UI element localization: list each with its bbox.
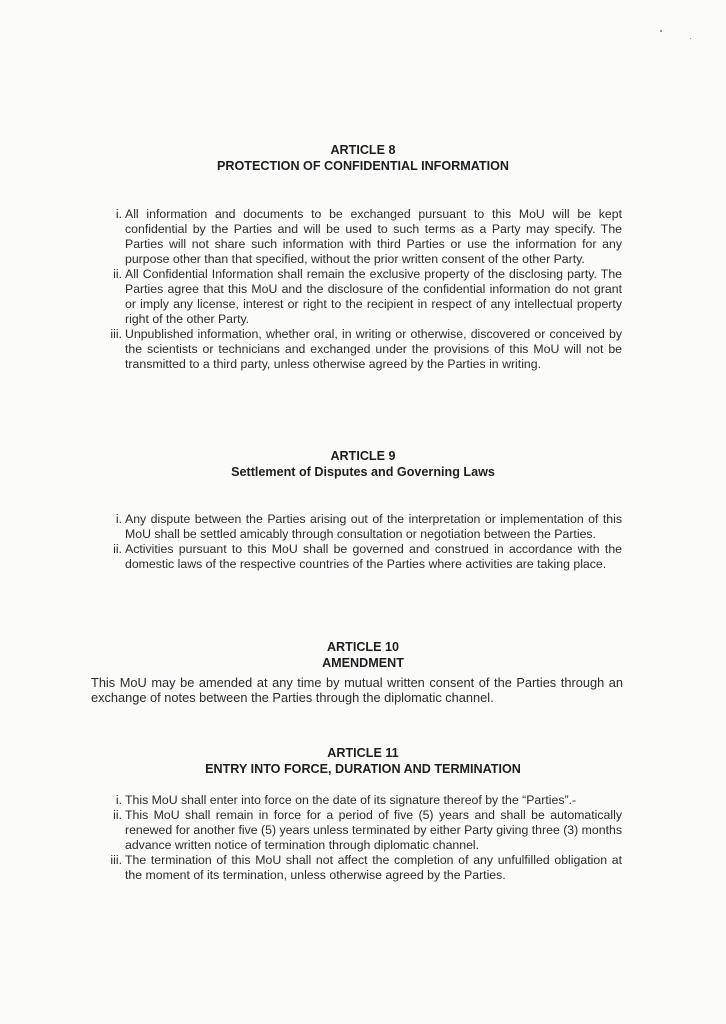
clause-number: ii. xyxy=(113,808,122,822)
article-number: ARTICLE 9 xyxy=(330,449,396,463)
article-9-clauses xyxy=(104,512,622,572)
clause-number: iii. xyxy=(110,327,122,341)
clause-item xyxy=(104,793,622,808)
clause-item xyxy=(104,267,622,327)
article-title: Settlement of Disputes and Governing Laws xyxy=(231,465,495,479)
clause-text: All Confidential Information shall remain the exclusive property of the disclosing party. The Parties agree that this MoU and the disclosure of the confidential information do not grant or imply any license, interest or right to the recipient in respect of any intellectual property right of the other Party. xyxy=(125,267,622,326)
clause-item xyxy=(104,327,622,372)
clause-number: i. xyxy=(115,793,122,807)
article-11-heading xyxy=(0,745,726,777)
clause-text: This MoU shall remain in force for a period of five (5) years and shall be automatically renewed for another five (5) years unless terminated by either Party giving three (3) months advance written notice of termination through diplomatic channel. xyxy=(125,808,622,852)
article-number: ARTICLE 11 xyxy=(327,746,399,760)
clause-text: The termination of this MoU shall not affect the completion of any unfulfilled obligation at the moment of its termination, unless otherwise agreed by the Parties. xyxy=(125,853,622,882)
article-11-clauses xyxy=(104,793,622,883)
clause-text: This MoU shall enter into force on the date of its signature thereof by the “Parties”.- xyxy=(125,793,577,807)
article-title: AMENDMENT xyxy=(322,656,404,670)
clause-number: i. xyxy=(115,207,122,221)
clause-item xyxy=(104,542,622,572)
clause-number: ii. xyxy=(113,267,122,281)
article-number: ARTICLE 10 xyxy=(326,640,400,654)
article-10-paragraph: This MoU may be amended at any time by mutual written consent of the Parties through an exchange of notes between the Parties through the diplomatic channel. xyxy=(91,675,623,705)
article-title: ENTRY INTO FORCE, DURATION AND TERMINATION xyxy=(205,762,521,776)
article-number: ARTICLE 8 xyxy=(330,143,396,157)
article-10-heading xyxy=(0,639,726,671)
scan-speck xyxy=(660,30,662,32)
clause-item xyxy=(104,207,622,267)
article-9-heading xyxy=(0,448,726,480)
article-8-clauses xyxy=(104,207,622,372)
scan-speck xyxy=(690,38,691,39)
clause-text: Activities pursuant to this MoU shall be governed and construed in accordance with the domestic laws of the respective countries of the Parties where activities are taking place. xyxy=(125,542,622,571)
clause-item xyxy=(104,808,622,853)
clause-text: All information and documents to be exchanged pursuant to this MoU will be kept confidential by the Parties and will be used to such terms as a Party may specify. The Parties will not share such information with third Parties or use the information for any purpose other than that specified, without the prior written consent of the other Party. xyxy=(125,207,622,266)
clause-text: Unpublished information, whether oral, in writing or otherwise, discovered or conceived by the scientists or technicians and exchanged under the provisions of this MoU will not be transmitted to a third party, unless otherwise agreed by the Parties in writing. xyxy=(125,327,622,371)
clause-number: i. xyxy=(115,512,122,526)
article-title: PROTECTION OF CONFIDENTIAL INFORMATION xyxy=(217,159,509,173)
clause-number: iii. xyxy=(110,853,122,867)
clause-number: ii. xyxy=(113,542,122,556)
clause-text: Any dispute between the Parties arising out of the interpretation or implementation of this MoU shall be settled amicably through consultation or negotiation between the Parties. xyxy=(125,512,622,541)
article-8-heading xyxy=(0,142,726,174)
clause-item xyxy=(104,512,622,542)
clause-item xyxy=(104,853,622,883)
